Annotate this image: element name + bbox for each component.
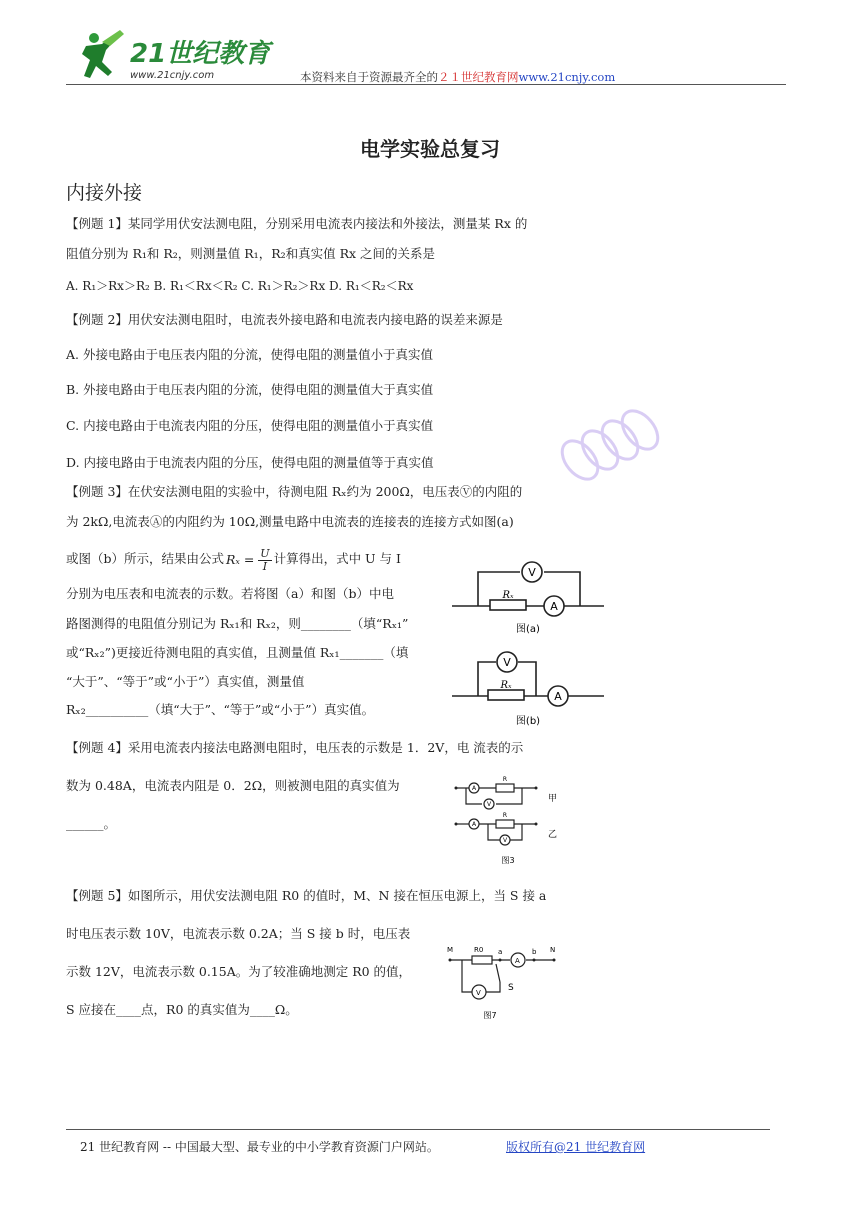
fig7-label: 图7 [483,1011,497,1020]
fig3-label: 图3 [501,856,515,865]
ex1-line1: 【例题 1】某同学用伏安法测电阻，分别采用电流表内接法和外接法，测量某 Rx 的 [66,216,528,231]
footer-divider [66,1129,770,1130]
logo-url: www.21cnjy.com [130,70,215,81]
ex3-formula [226,547,272,573]
circuit-figure-b [452,646,604,728]
resistor-rx [490,600,526,610]
fig3-v1: V [486,801,492,808]
ex5-line1: 【例题 5】如图所示，用伏安法测电阻 R0 的值时，M、N 接在恒压电源上，当 S 接 a [66,888,547,903]
fig7-m: M [447,946,454,954]
fig7-a-pt: a [498,948,503,956]
ex3-line5: 路图测得的电阻值分别记为 Rₓ₁和 Rₓ₂，则________（填“Rₓ₁” [66,616,409,631]
ex3-line6: 或“Rₓ₂”)更接近待测电阻的真实值，且测量值 Rₓ₁_______（填 [66,645,409,660]
circuit-figure-a [452,558,604,638]
ex3-line3-b: 计算得出，式中 U 与 I [273,551,401,566]
fig3-v2: V [502,837,508,844]
runner-logo-icon [82,30,124,78]
fig-a-a: A [550,600,558,613]
header-divider [66,84,786,85]
fig-b-rx: Rₓ [500,680,512,691]
fig-b-label: 图(b) [515,716,541,727]
fig3-jia: 甲 [548,794,558,804]
ex3-line2: 为 2kΩ,电流表Ⓐ的内阻约为 10Ω,测量电路中电流表的连接表的连接方式如图(a) [66,514,514,529]
fig3-a2: A [471,821,477,828]
ex2-option-a: A. 外接电路由于电压表内阻的分流，使得电阻的测量值小于真实值 [66,347,433,362]
circuit-figure-3 [452,770,562,870]
ex2-option-b: B. 外接电路由于电压表内阻的分流，使得电阻的测量值大于真实值 [66,382,434,397]
fig-b-v: V [503,656,511,669]
ex3-line1: 【例题 3】在伏安法测电阻的实验中，待测电阻 Rₓ约为 200Ω，电压表Ⓥ的内阻的 [66,484,523,499]
fig3-r1: R [502,776,508,783]
fig3-a1: A [471,785,477,792]
ex4-line1: 【例题 4】采用电流表内接法电路测电阻时，电压表的示数是 1．2V，电 流表的示 [66,740,524,755]
ex3-line4: 分别为电压表和电流表的示数。若将图（a）和图（b）中电 [66,586,394,601]
header-source-prefix: 本资料来自于资源最齐全的 [300,70,438,84]
fig3-yi: 乙 [548,830,558,840]
formula-numerator: U [260,546,270,560]
watermark-spring-icon [560,400,680,500]
page-title: 电学实验总复习 [360,137,500,161]
fig7-s: S [508,983,514,993]
circuit-figure-7 [446,942,562,1022]
header-source-line [300,69,615,85]
ex3-line3-a: 或图（b）所示，结果由公式 [66,551,225,566]
ex1-options: A. R₁＞Rx＞R₂ B. R₁＜Rx＜R₂ C. R₁＞R₂＞Rx D. R₁＜R₂＜Rx [66,279,414,293]
fig-a-label: 图(a) [516,624,540,635]
section-title: 内接外接 [66,182,143,204]
fig7-voltmeter: V [476,989,481,997]
ex4-line2: 数为 0.48A，电流表内阻是 0．2Ω，则被测电阻的真实值为 [66,778,400,793]
ex4-line3: ______。 [66,816,117,831]
formula-denominator: I [262,559,268,573]
fig7-b-pt: b [532,948,537,956]
footer-copyright-link[interactable]: 版权所有@21 世纪教育网 [506,1140,646,1154]
ex3-line8: Rₓ₂__________（填“大于”、“等于”或“小于”）真实值。 [66,702,375,717]
logo-text: 21世纪教育 [130,39,271,69]
ex5-line2: 时电压表示数 10V，电流表示数 0.2A；当 S 接 b 时，电压表 [66,926,411,941]
fig7-n: N [550,946,556,954]
ex2-option-c: C. 内接电路由于电流表内阻的分压，使得电阻的测量值小于真实值 [66,418,434,433]
fig7-r0: R0 [474,946,484,954]
ex5-line4: S 应接在____点，R0 的真实值为____Ω。 [66,1002,298,1017]
ex3-line7: “大于”、“等于”或“小于”）真实值，测量值 [66,674,305,689]
fig-b-a: A [554,690,562,703]
fig3-r2: R [502,812,508,819]
resistor-rx-b [488,690,524,700]
fig7-ammeter: A [515,957,520,965]
fig-a-v: V [528,566,536,579]
ex1-line2: 阻值分别为 R₁和 R₂，则测量值 R₁，R₂和真实值 Rx 之间的关系是 [66,246,436,261]
footer-text: 21 世纪教育网 -- 中国最大型、最专业的中小学教育资源门户网站。 [80,1140,439,1154]
fig-a-rx: Rₓ [502,590,514,601]
ex2-line1: 【例题 2】用伏安法测电阻时，电流表外接电路和电流表内接电路的误差来源是 [66,312,503,327]
site-logo [72,28,282,86]
header-source-site: ２１世纪教育网 [438,70,519,84]
ex5-line3: 示数 12V，电流表示数 0.15A。为了较准确地测定 R0 的值， [66,964,412,979]
ex2-option-d: D. 内接电路由于电流表内阻的分压，使得电阻的测量值等于真实值 [66,455,434,470]
ex3-line3 [66,546,401,572]
header-source-url[interactable]: www.21cnjy.com [518,70,616,84]
formula-lhs: Rₓ = [226,551,255,567]
